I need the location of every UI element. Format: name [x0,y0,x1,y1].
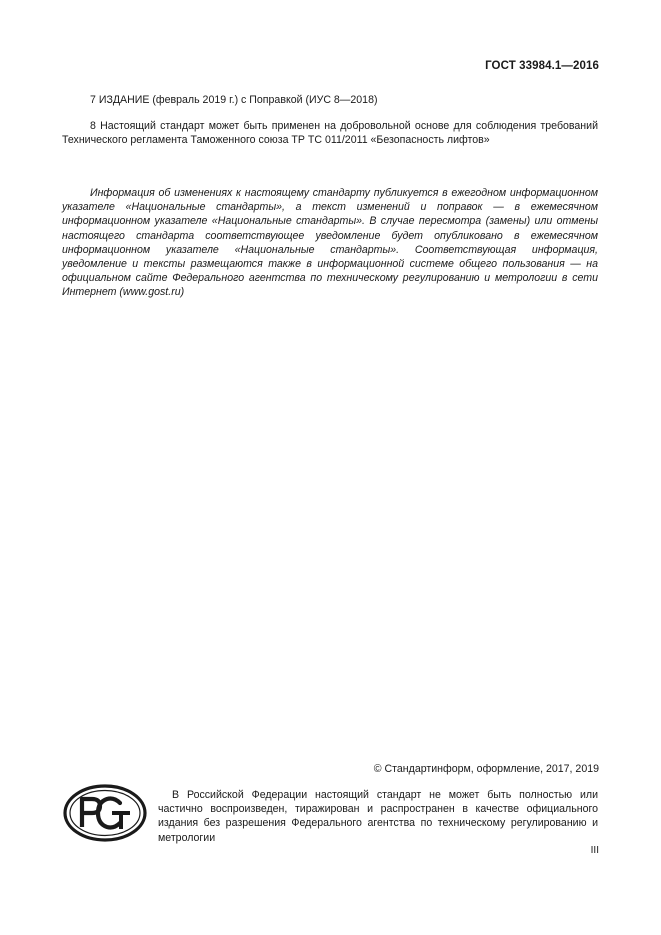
reproduction-rights-text: В Российской Федерации настоящий стандарт не может быть полностью или частично воспроизведен, тиражирован и распространен в качестве официального издания без разрешения Федерального агентства по техническому регулированию и метрологии [158,789,598,844]
voluntary-use-text: 8 Настоящий стандарт может быть применен на добровольной основе для соблюдения требований Технического регламента Таможенного союза ТР ТС 011/2011 «Безопасность лифтов» [62,120,598,147]
amendments-info-paragraph [62,186,598,300]
document-code: ГОСТ 33984.1—2016 [485,60,599,72]
page-number: III [590,845,599,856]
rst-logo-icon [62,783,148,843]
amendments-info-text: Информация об изменениях к настоящему стандарту публикуется в ежегодном информационном указателе «Национальные стандарты», а текст изменений и поправок — в ежемесячном информационном указателе «Национальные стандарты». В случае пересмотра (замены) или отмены настоящего стандарта соответствующее уведомление будет опубликовано в ежемесячном информационном указателе «Национальные стандарты». Соответствующая информация, уведомление и тексты размещаются также в информационной системе общего пользования — на официальном сайте Федерального агентства по техническому регулированию и метрологии в сети Интернет (www.gost.ru) [62,187,598,299]
edition-text: 7 ИЗДАНИЕ (февраль 2019 г.) с Поправкой (ИУС 8—2018) [90,94,378,106]
edition-paragraph [62,93,598,107]
voluntary-use-paragraph [62,119,598,147]
reproduction-rights-paragraph [158,788,598,845]
copyright-line: © Стандартинформ, оформление, 2017, 2019 [373,763,599,775]
